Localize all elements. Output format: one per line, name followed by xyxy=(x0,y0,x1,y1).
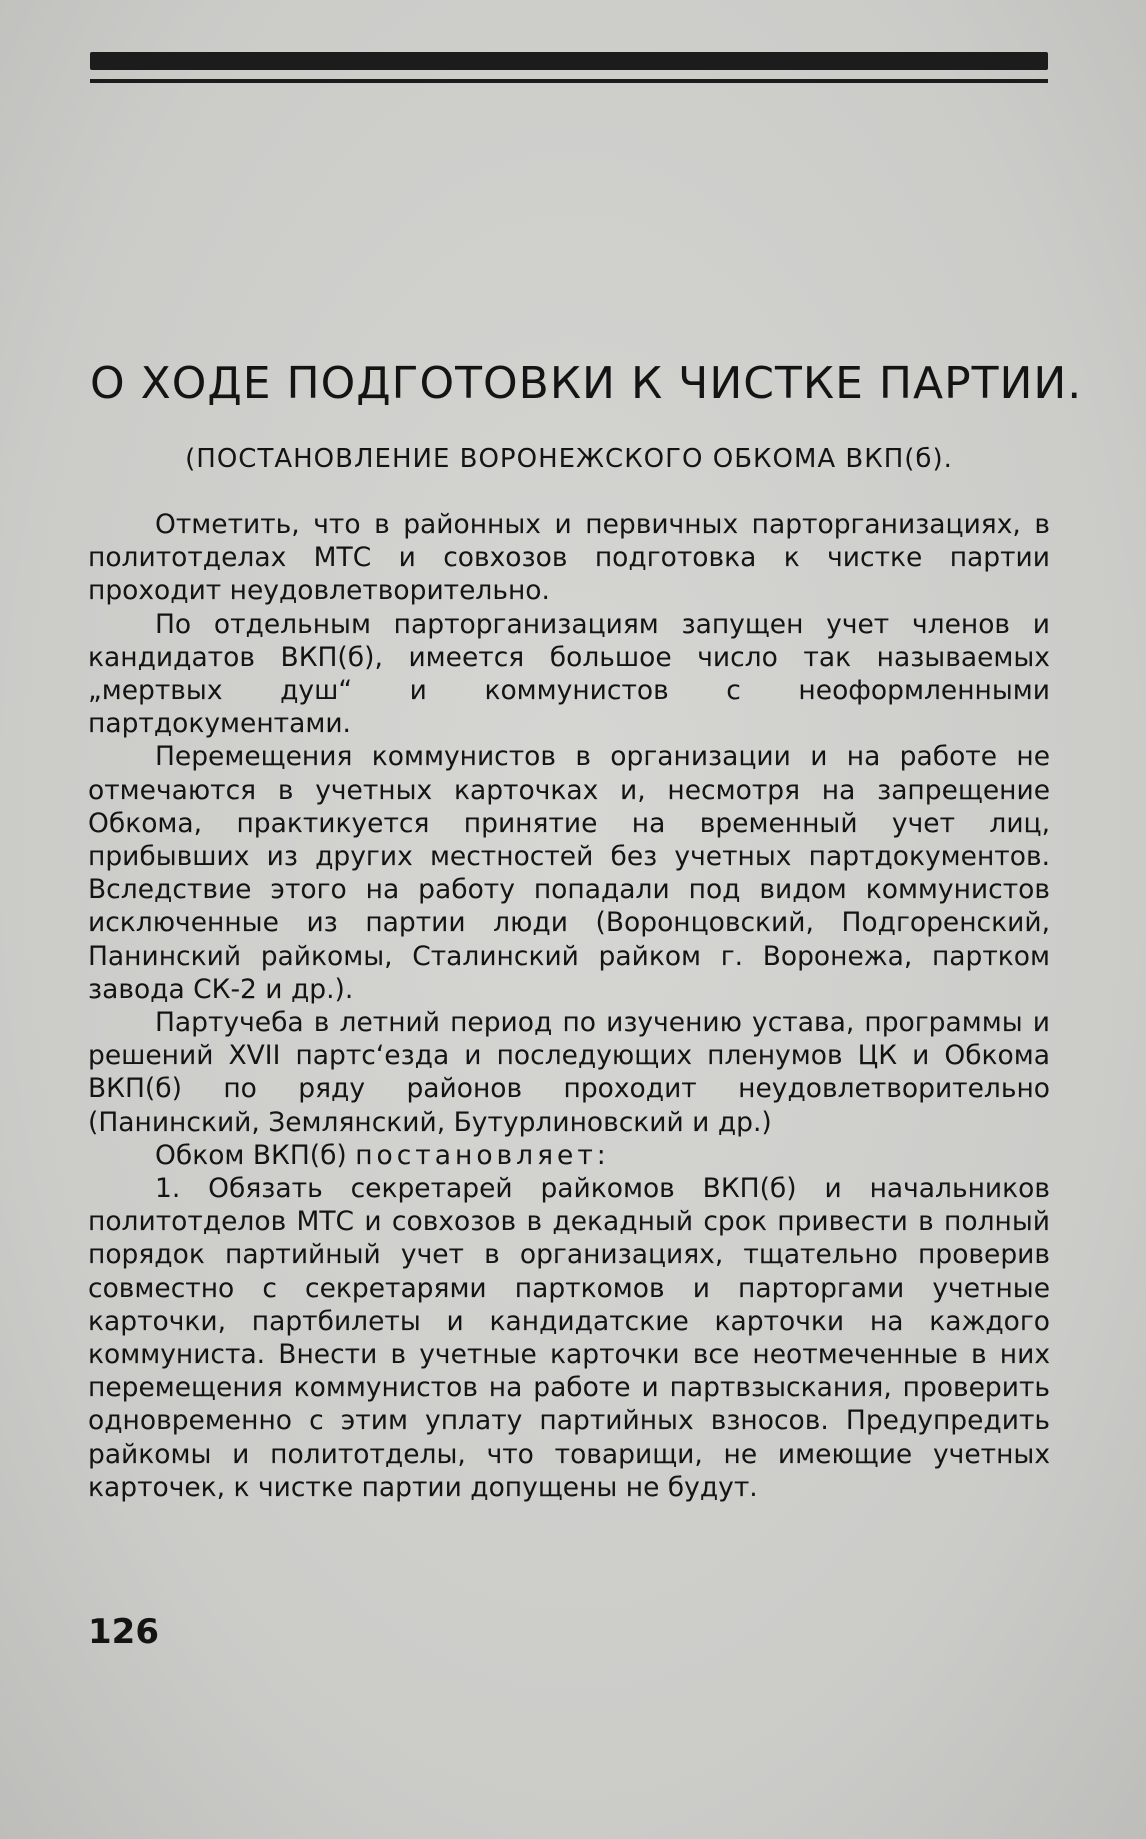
resolution-prefix: Обком ВКП(б) xyxy=(155,1139,356,1171)
resolution-item-1: 1. Обязать секретарей райкомов ВКП(б) и начальников политотделов МТС и совхозов в декадный срок привести в полный порядок партийный учет в организациях, тщательно проверив совместно с секретарями парткомов и парторгами учетные карточки, партбилеты и кандидатские карточки на каждого коммуниста. Внести в учетные карточки все неотмеченные в них перемещения коммунистов на работе и партвзыскания, проверить одновременно с этим уплату партийных взносов. Предупредить райкомы и политотделы, что товарищи, не имеющие учетных карточек, к чистке партии допущены не будут. xyxy=(88,1173,1050,1503)
page-subtitle: (ПОСТАНОВЛЕНИЕ ВОРОНЕЖСКОГО ОБКОМА ВКП(б). xyxy=(185,444,953,474)
page-title: О ХОДЕ ПОДГОТОВКИ К ЧИСТКЕ ПАРТИИ. xyxy=(90,358,1083,409)
resolution-line xyxy=(88,1139,1050,1172)
article-body xyxy=(88,508,1050,1504)
paragraph-1: Отметить, что в районных и первичных парторганизациях, в политотделах МТС и совхозов подготовка к чистке партии проходит неудовлетворительно. xyxy=(88,509,1050,607)
page-number: 126 xyxy=(88,1612,159,1652)
header-rule-thick xyxy=(90,52,1048,70)
paragraph-3: Перемещения коммунистов в организации и на работе не отмечаются в учетных карточках и, несмотря на запрещение Обкома, практикуется принятие на временный учет лиц, прибывших из других местностей без учетных партдокументов. Вследствие этого на работу попадали под видом коммунистов исключенные из партии люди (Воронцовский, Подгоренский, Панинский райкомы, Сталинский райком г. Воронежа, партком завода СК-2 и др.). xyxy=(88,741,1050,1005)
paragraph-4: Партучеба в летний период по изучению устава, программы и решений XVII партс‘езда и последующих пленумов ЦК и Обкома ВКП(б) по ряду районов проходит неудовлетворительно (Панинский, Землянский, Бутурлиновский и др.) xyxy=(88,1007,1050,1138)
resolution-keyword: постановляет: xyxy=(355,1139,610,1171)
paragraph-2: По отдельным парторганизациям запущен учет членов и кандидатов ВКП(б), имеется большое число так называемых „мертвых душ“ и коммунистов с неоформленными партдокументами. xyxy=(88,608,1050,740)
header-rule-thin xyxy=(90,79,1048,83)
